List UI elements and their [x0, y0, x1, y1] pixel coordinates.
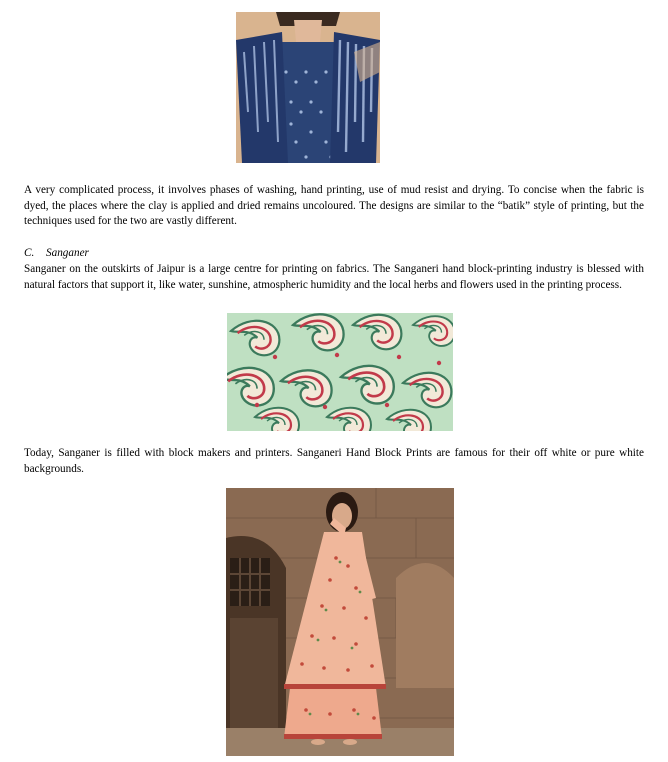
dyed-jacket-photo — [236, 12, 380, 163]
section-title: Sanganer — [46, 247, 89, 259]
process-paragraph: A very complicated process, it involves phases of washing, hand printing, use of mud resist and drying. To concise when the fabric is dyed, the places where the clay is applied and dried remains uncoloured. The designs are similar to the “batik” style of printing, but the techniques used for the two are vastly different. — [24, 184, 644, 228]
sanganer-today-paragraph: Today, Sanganer is filled with block makers and printers. Sanganeri Hand Block Prints are famous for their off white or pure white backgrounds. — [24, 447, 644, 475]
section-heading — [24, 247, 89, 259]
paisley-print-photo — [227, 313, 453, 431]
section-number: C. — [24, 247, 35, 259]
woman-sanganeri-dress-photo — [226, 488, 454, 756]
sanganer-intro-paragraph: Sanganer on the outskirts of Jaipur is a large centre for printing on fabrics. The Sanganeri hand block-printing industry is blessed with natural factors that support it, like water, sunshine, atmospheric humidity and the local herbs and flowers used in the printing process. — [24, 263, 644, 291]
